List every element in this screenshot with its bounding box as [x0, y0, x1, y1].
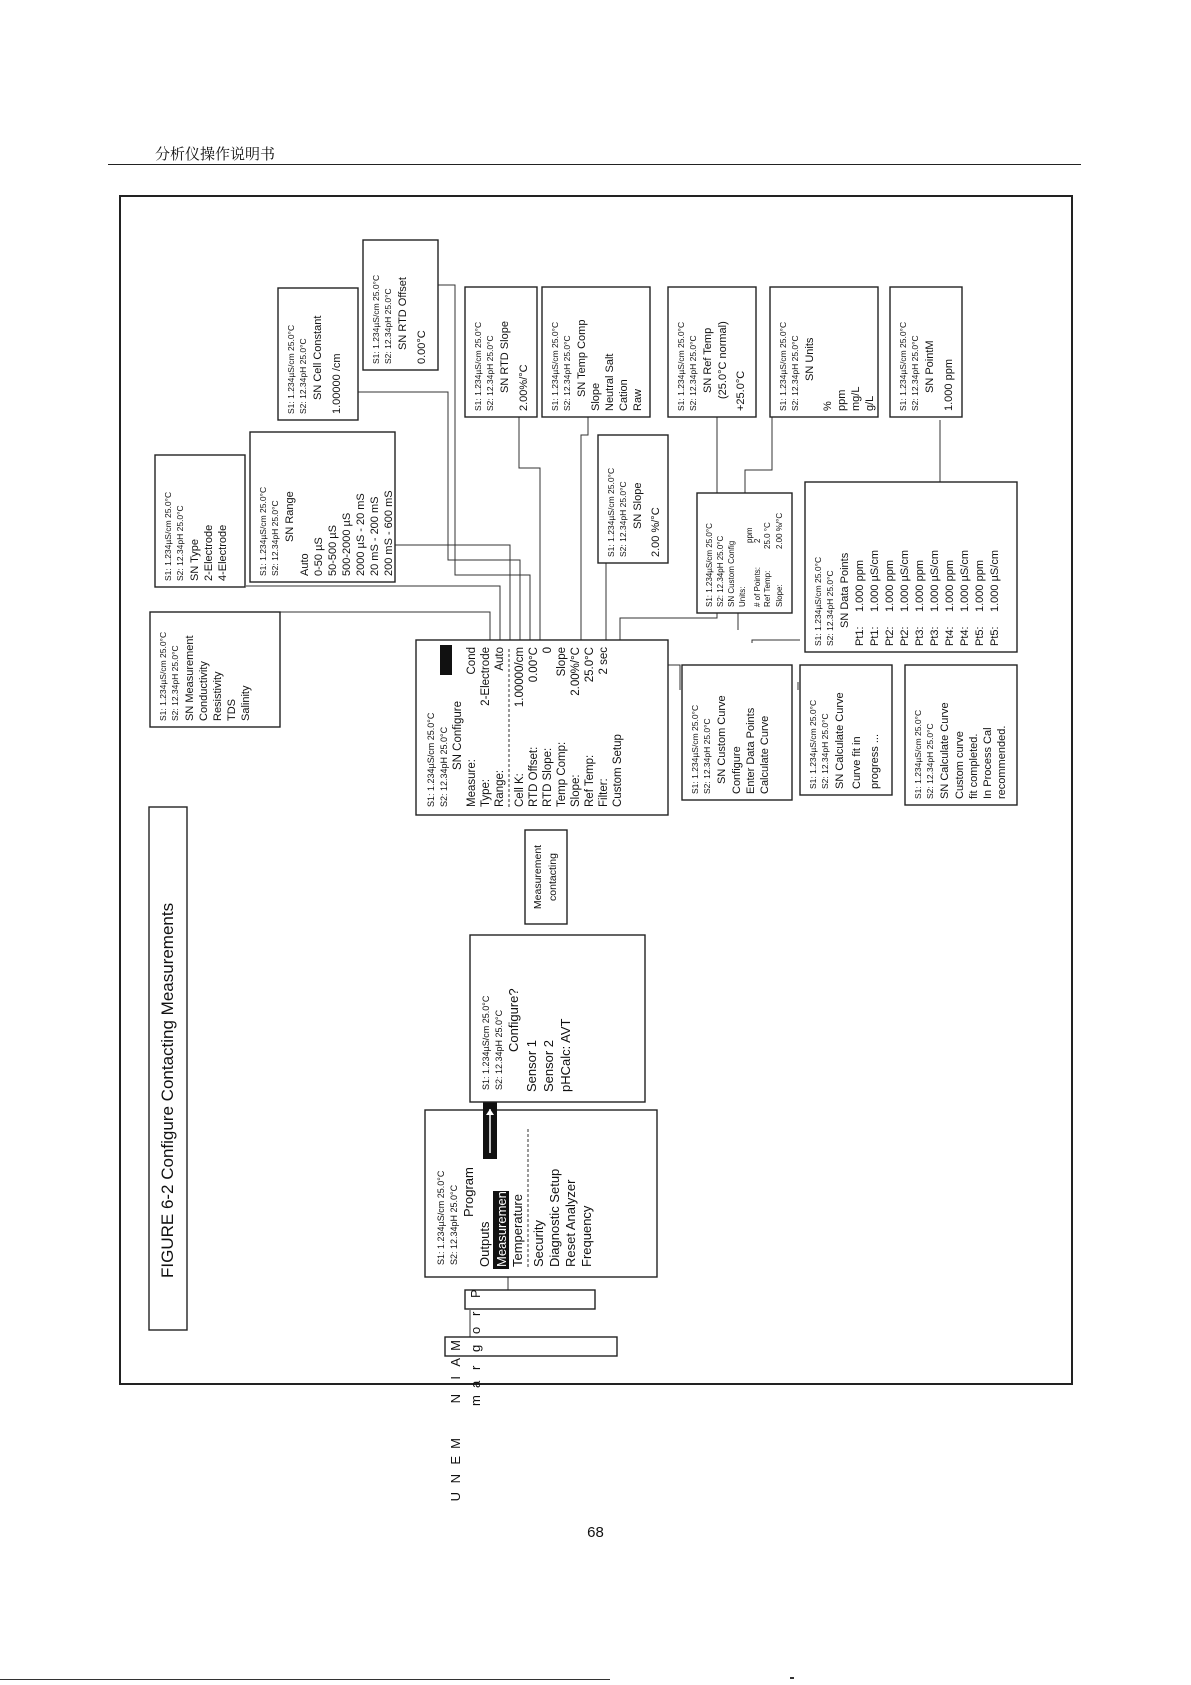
- config-label-rtd-slope: RTD Slope:: [542, 747, 554, 807]
- screen-title: SN Cell Constant: [312, 315, 324, 400]
- data-point-value: 1.000 µS/cm: [929, 550, 941, 612]
- custom-config-value-slope: 2.00 %/°C: [775, 512, 784, 549]
- custom-config-value-units: ppm: [745, 527, 754, 543]
- screen-title: SN Range: [284, 491, 296, 542]
- status-line-s2: S2: 12.34pH 25.0°C: [702, 718, 712, 794]
- value-rtd-offset: 0.00°C: [416, 330, 428, 364]
- option-slope: Slope: [590, 382, 602, 411]
- status-line-s1: S1: 1.234µS/cm 25.0°C: [898, 321, 908, 411]
- result-line-1: Custom curve: [954, 731, 966, 799]
- footer-mark: [790, 1677, 794, 1679]
- status-line-s1: S1: 1.234µS/cm 25.0°C: [258, 486, 268, 576]
- data-point-value: 1.000 ppm: [854, 560, 866, 612]
- config-value-rtd-slope: 0: [542, 647, 554, 654]
- option-neutral-salt: Neutral Salt: [604, 353, 616, 411]
- measurement-contacting-label: [525, 830, 567, 924]
- sn-units-screen[interactable]: [770, 287, 878, 417]
- status-line-s1: S1: 1.234µS/cm 25.0°C: [436, 1170, 446, 1265]
- status-line-s2: S2: 12.34pH 25.0°C: [270, 500, 280, 576]
- figure-title: FIGURE 6-2 Configure Contacting Measurements: [158, 902, 177, 1278]
- program-tab-letter: m: [468, 1395, 483, 1406]
- main-menu-letter: N: [448, 1394, 463, 1404]
- config-label-measure: Measure:: [466, 759, 478, 807]
- option-range-2000-20m: 2000 µS - 20 mS: [355, 493, 367, 576]
- result-line-4: recommended.: [996, 725, 1008, 799]
- data-point-label: Pt2:: [884, 626, 896, 646]
- screen-title: Configure?: [506, 988, 521, 1052]
- custom-config-label-slope: Slope:: [775, 584, 784, 607]
- sn-ref-temp-screen[interactable]: [668, 287, 756, 417]
- screen-title: SN Type: [189, 539, 201, 581]
- menu-item-enter-data-points: Enter Data Points: [745, 707, 757, 794]
- main-menu-letter: U: [448, 1492, 463, 1502]
- config-value-range: Auto: [494, 647, 506, 671]
- menu-item-configure: Configure: [731, 746, 743, 794]
- sn-calculate-curve-done-screen[interactable]: [905, 665, 1017, 805]
- main-menu-strip[interactable]: [445, 1337, 617, 1501]
- custom-config-label-points: # of Points:: [753, 566, 762, 607]
- option-range-500-2000: 500-2000 µS: [341, 512, 353, 576]
- label-line-1: Measurement: [532, 844, 544, 910]
- custom-config-label-ref-temp: Ref Temp:: [763, 570, 772, 607]
- data-point-label: Pt1:: [869, 626, 881, 646]
- label-line-2: contacting: [547, 853, 559, 901]
- value-pointm: 1.000 ppm: [943, 359, 955, 411]
- config-label-slope: Slope:: [570, 774, 582, 807]
- screen-title: SN Units: [804, 337, 816, 381]
- screen-title: SN Slope: [632, 482, 644, 529]
- program-tab-letter: r: [468, 1311, 483, 1316]
- status-line-s2: S2: 12.34pH 25.0°C: [790, 335, 800, 411]
- status-line-s1: S1: 1.234µS/cm 25.0°C: [371, 274, 381, 364]
- sn-calculate-curve-progress-screen[interactable]: [800, 665, 892, 795]
- option-ppm: ppm: [836, 389, 848, 411]
- option-salinity: Salinity: [240, 685, 252, 721]
- status-line-s1: S1: 1.234µS/cm 25.0°C: [778, 321, 788, 411]
- result-line-2: fit completed.: [968, 733, 980, 799]
- program-tab-letter: o: [468, 1326, 483, 1334]
- menu-item-sensor-2: Sensor 2: [541, 1039, 556, 1092]
- data-point-label: Pt4:: [944, 626, 956, 646]
- option-raw: Raw: [632, 388, 644, 411]
- status-line-s2: S2: 12.34pH 25.0°C: [618, 481, 628, 557]
- sn-type-screen[interactable]: [155, 455, 245, 587]
- progress-line-1: Curve fit in: [851, 736, 863, 789]
- data-point-label: Pt3:: [929, 626, 941, 646]
- status-line-s2: S2: 12.34pH 25.0°C: [175, 505, 185, 581]
- ref-temp-note: (25.0°C normal): [717, 321, 729, 399]
- option-range-auto: Auto: [299, 553, 311, 576]
- status-line-s1: S1: 1.234µS/cm 25.0°C: [550, 321, 560, 411]
- sn-temp-comp-screen[interactable]: [542, 287, 650, 417]
- menu-item-sensor-1: Sensor 1: [524, 1039, 539, 1092]
- config-value-rtd-offset: 0.00°C: [528, 647, 540, 683]
- data-point-value: 1.000 µS/cm: [899, 550, 911, 612]
- data-point-value: 1.000 ppm: [884, 560, 896, 612]
- option-tds: TDS: [226, 699, 238, 721]
- page-number: 68: [587, 1524, 604, 1541]
- data-point-value: 1.000 ppm: [914, 560, 926, 612]
- config-label-rtd-offset: RTD Offset:: [528, 746, 540, 807]
- screen-title: SN Calculate Curve: [834, 692, 846, 789]
- screen-title: SN Ref Temp: [702, 327, 714, 393]
- value-ref-temp: +25.0°C: [735, 370, 747, 411]
- option-conductivity: Conductivity: [198, 661, 210, 721]
- sn-range-screen[interactable]: [250, 432, 395, 582]
- custom-config-value-points: 2: [753, 538, 762, 543]
- sn-configure-screen[interactable]: [416, 640, 668, 815]
- header-title: 分析仪操作说明书: [155, 145, 276, 163]
- option-4-electrode: 4-Electrode: [217, 524, 229, 581]
- option-percent: %: [822, 401, 834, 411]
- config-value-slope: 2.00%/°C: [570, 647, 582, 696]
- config-label-temp-comp: Temp Comp:: [556, 741, 568, 807]
- screen-title: SN Temp Comp: [576, 319, 588, 397]
- menu-item-temperature: Temperature: [510, 1194, 525, 1267]
- status-line-s2: S2: 12.34pH 25.0°C: [449, 1184, 459, 1265]
- config-label-ref-temp: Ref Temp:: [584, 754, 596, 807]
- option-mg-l: mg/L: [850, 386, 862, 411]
- config-label-filter: Filter:: [598, 778, 610, 807]
- value-rtd-slope: 2.00%/°C: [518, 364, 530, 411]
- main-menu-letter: M: [448, 1438, 463, 1449]
- config-value-cell-k: 1.00000/cm: [514, 647, 526, 708]
- data-point-value: 1.000 µS/cm: [959, 550, 971, 612]
- status-line-s2: S2: 12.34pH 25.0°C: [439, 726, 449, 807]
- custom-config-label-units: Units:: [738, 586, 747, 607]
- option-range-20m-200m: 20 mS - 200 mS: [369, 496, 381, 576]
- status-line-s1: S1: 1.234µS/cm 25.0°C: [473, 321, 483, 411]
- data-point-value: 1.000 ppm: [974, 560, 986, 612]
- status-line-s2: S2: 12.34pH 25.0°C: [688, 335, 698, 411]
- menu-item-calculate-curve: Calculate Curve: [759, 715, 771, 794]
- program-tab-letter: r: [468, 1365, 483, 1370]
- config-value-filter: 2 sec: [598, 647, 610, 675]
- screen-title: SN Data Points: [839, 552, 851, 628]
- value-slope: 2.00 %/°C: [650, 507, 662, 557]
- main-menu-letter: M: [448, 1340, 463, 1351]
- option-resistivity: Resistivity: [212, 671, 224, 721]
- main-menu-letter: E: [448, 1456, 463, 1465]
- config-value-ref-temp: 25.0°C: [584, 647, 596, 683]
- status-line-s1: S1: 1.234µS/cm 25.0°C: [913, 709, 923, 799]
- config-item-custom-setup: Custom Setup: [612, 734, 624, 807]
- data-point-label: Pt5:: [989, 626, 1001, 646]
- status-line-s2: S2: 12.34pH 25.0°C: [925, 723, 935, 799]
- option-range-0-50: 0-50 µS: [313, 537, 325, 576]
- status-line-s1: S1: 1.234µS/cm 25.0°C: [813, 556, 823, 646]
- status-line-s1: S1: 1.234µS/cm 25.0°C: [676, 321, 686, 411]
- menu-item-measurement: Measurement: [494, 1187, 509, 1267]
- status-line-s2: S2: 12.34pH 25.0°C: [910, 335, 920, 411]
- config-value-temp-comp: Slope: [556, 647, 568, 677]
- main-menu-letter: A: [448, 1358, 463, 1367]
- status-line-s1: S1: 1.234µS/cm 25.0°C: [606, 467, 616, 557]
- program-tab-letter: g: [468, 1344, 483, 1352]
- config-value-measure: Cond: [466, 647, 478, 675]
- program-screen[interactable]: [425, 1101, 657, 1277]
- status-line-s1: S1: 1.234µS/cm 25.0°C: [158, 631, 168, 721]
- sn-data-points-screen[interactable]: [805, 482, 1017, 652]
- sn-pointm-screen[interactable]: [890, 287, 962, 417]
- menu-item-frequency: Frequency: [579, 1205, 594, 1267]
- configure-screen[interactable]: [470, 935, 645, 1102]
- main-menu-letter: N: [448, 1474, 463, 1484]
- menu-item-security: Security: [531, 1220, 546, 1267]
- config-value-type: 2-Electrode: [480, 647, 492, 706]
- figure-title-box: [149, 807, 187, 1330]
- status-line-s2: S2: 12.34pH 25.0°C: [820, 713, 830, 789]
- progress-line-2: progress ...: [869, 733, 881, 789]
- option-range-200m-600m: 200 mS - 600 mS: [383, 490, 395, 576]
- data-point-label: Pt3:: [914, 626, 926, 646]
- status-line-s2: S2: 12.34pH 25.0°C: [383, 288, 393, 364]
- menu-item-phcalc: pHCalc: AVT: [558, 1018, 573, 1092]
- config-label-type: Type:: [480, 778, 492, 807]
- menu-item-diagnostic-setup: Diagnostic Setup: [547, 1168, 562, 1267]
- status-line-s1: S1: 1.234µS/cm 25.0°C: [705, 523, 714, 607]
- footer-rule: [0, 1679, 610, 1680]
- screen-title: Program: [461, 1167, 476, 1217]
- program-tab-letter: a: [468, 1380, 483, 1388]
- config-label-cell-k: Cell K:: [514, 773, 526, 807]
- data-point-label: Pt2:: [899, 626, 911, 646]
- sn-rtd-slope-screen[interactable]: [465, 287, 537, 417]
- program-tab-letter: P: [468, 1289, 483, 1298]
- status-line-s2: S2: 12.34pH 25.0°C: [170, 645, 180, 721]
- sn-slope-screen[interactable]: [598, 435, 668, 563]
- status-line-s1: S1: 1.234µS/cm 25.0°C: [426, 712, 436, 807]
- status-line-s1: S1: 1.234µS/cm 25.0°C: [286, 324, 296, 414]
- data-point-label: Pt5:: [974, 626, 986, 646]
- data-point-label: Pt4:: [959, 626, 971, 646]
- main-menu-letter: I: [448, 1376, 463, 1380]
- status-line-s2: S2: 12.34pH 25.0°C: [562, 335, 572, 411]
- data-point-value: 1.000 µS/cm: [869, 550, 881, 612]
- screen-title: SN RTD Offset: [397, 277, 409, 350]
- data-point-value: 1.000 µS/cm: [989, 550, 1001, 612]
- result-line-3: In Process Cal: [982, 727, 994, 799]
- sn-custom-curve-screen[interactable]: [682, 665, 792, 800]
- sn-rtd-offset-screen[interactable]: [363, 240, 438, 370]
- sn-measurement-screen[interactable]: [150, 612, 280, 727]
- status-line-s1: S1: 1.234µS/cm 25.0°C: [481, 995, 491, 1090]
- option-g-l: g/L: [864, 395, 876, 411]
- option-cation: Cation: [618, 379, 630, 411]
- menu-item-reset-analyzer: Reset Analyzer: [563, 1179, 578, 1267]
- option-range-50-500: 50-500 µS: [327, 525, 339, 576]
- option-2-electrode: 2-Electrode: [203, 524, 215, 581]
- screen-title: SN Calculate Curve: [939, 702, 951, 799]
- custom-config-value-ref-temp: 25.0 °C: [763, 522, 772, 549]
- status-line-s2: S2: 12.34pH 25.0°C: [716, 535, 725, 607]
- sn-cell-constant-screen[interactable]: [278, 288, 358, 420]
- status-line-s2: S2: 12.34pH 25.0°C: [485, 335, 495, 411]
- menu-item-outputs: Outputs: [477, 1221, 492, 1267]
- screen-title: SN Configure: [452, 700, 464, 770]
- status-line-s1: S1: 1.234µS/cm 25.0°C: [163, 491, 173, 581]
- sn-custom-config-screen[interactable]: [697, 493, 792, 613]
- status-line-s1: S1: 1.234µS/cm 25.0°C: [808, 699, 818, 789]
- status-line-s2: S2: 12.34pH 25.0°C: [298, 338, 308, 414]
- screen-title: SN RTD Slope: [499, 321, 511, 393]
- screen-title: SN Custom Config: [727, 540, 736, 607]
- status-line-s2: S2: 12.34pH 25.0°C: [825, 570, 835, 646]
- screen-title: SN Measurement: [184, 635, 196, 721]
- data-point-value: 1.000 ppm: [944, 560, 956, 612]
- screen-title: SN Custom Curve: [716, 695, 728, 784]
- value-cell-constant: 1.00000 /cm: [331, 353, 343, 414]
- config-label-range: Range:: [494, 769, 506, 807]
- status-line-s1: S1: 1.234µS/cm 25.0°C: [690, 704, 700, 794]
- screen-title: SN PointM: [924, 340, 936, 393]
- status-line-s2: S2: 12.34pH 25.0°C: [494, 1009, 504, 1090]
- data-point-label: Pt1:: [854, 626, 866, 646]
